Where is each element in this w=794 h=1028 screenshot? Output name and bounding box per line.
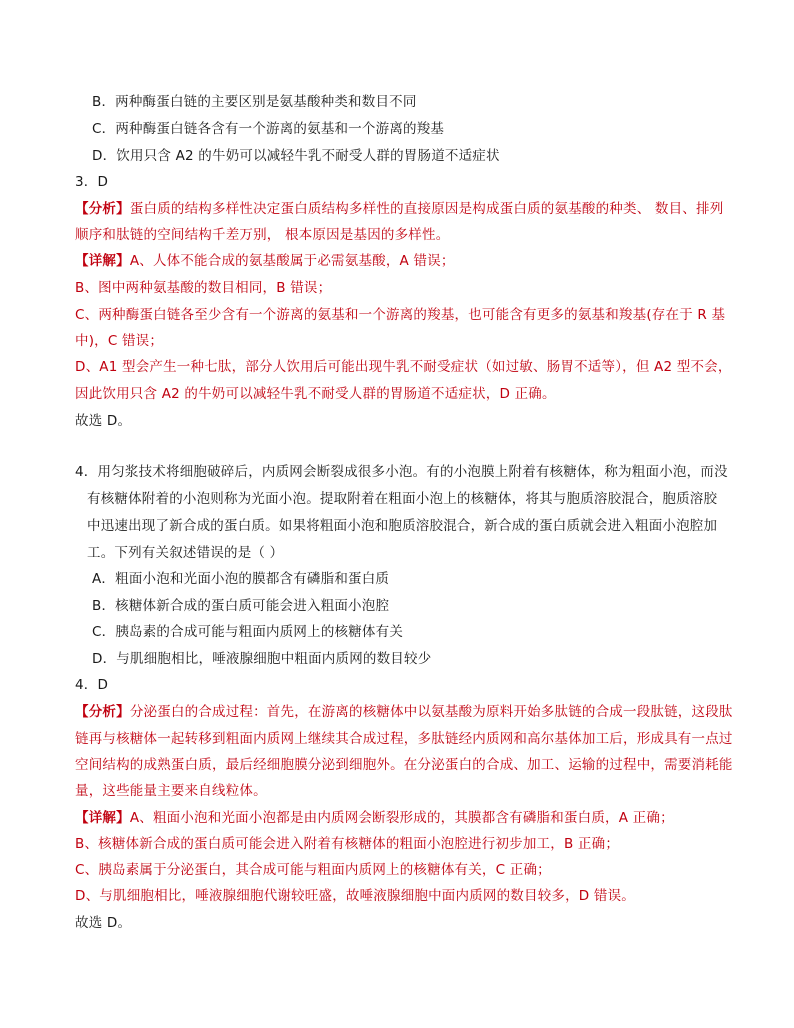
- q4-analysis-line-4: 量，这些能量主要来自线粒体。: [75, 783, 267, 799]
- q3-analysis-tag: 【分析】: [75, 201, 130, 217]
- q3-detail-text-1: A、人体不能合成的氨基酸属于必需氨基酸，A 错误；: [129, 253, 455, 269]
- q4-detail-line-2: B、核糖体新合成的蛋白质可能会进入附着有核糖体的粗面小泡腔进行初步加工，B 正确；: [75, 836, 620, 852]
- q3-conclusion: 故选 D。: [75, 413, 132, 429]
- q4-conclusion: 故选 D。: [75, 915, 132, 931]
- q4-analysis-line-3: 空间结构的成熟蛋白质，最后经细胞膜分泌到细胞外。在分泌蛋白的合成、加工、运输的过程中，需要消耗能: [75, 757, 733, 773]
- q3-option-c: C．两种酶蛋白链各含有一个游离的氨基和一个游离的羧基: [92, 121, 445, 137]
- q3-detail-line-6: 因此饮用只含 A2 的牛奶可以减轻牛乳不耐受人群的胃肠道不适症状，D 正确。: [75, 386, 556, 402]
- q3-detail-line-2: B、图中两种氨基酸的数目相同，B 错误；: [75, 280, 332, 296]
- q3-detail-line-3: C、两种酶蛋白链各至少含有一个游离的氨基和一个游离的羧基，也可能含有更多的氨基和羧基(存在于 R 基: [75, 307, 726, 323]
- q3-detail-tag: 【详解】: [75, 253, 130, 269]
- q4-detail-text-1: A、粗面小泡和光面小泡都是由内质网会断裂形成的，其膜都含有磷脂和蛋白质，A 正确；: [129, 810, 674, 826]
- q4-stem-line-4: 工。下列有关叙述错误的是（ ）: [87, 545, 284, 561]
- q4-detail-line-4: D、与肌细胞相比，唾液腺细胞代谢较旺盛，故唾液腺细胞中面内质网的数目较多，D 错误。: [75, 888, 635, 904]
- q3-detail-line-1: [75, 251, 455, 271]
- q3-analysis-line-1: [75, 199, 723, 219]
- q3-analysis-text-1: 蛋白质的结构多样性决定蛋白质结构多样性的直接原因是构成蛋白质的氨基酸的种类、 数目、排列: [129, 201, 724, 217]
- q3-answer: 3．D: [75, 174, 109, 190]
- q4-option-b: B．核糖体新合成的蛋白质可能会进入粗面小泡腔: [92, 598, 390, 614]
- q4-analysis-text-1: 分泌蛋白的合成过程：首先，在游离的核糖体中以氨基酸为原料开始多肽链的合成一段肽链，这段肽: [129, 704, 733, 720]
- q4-option-c: C．胰岛素的合成可能与粗面内质网上的核糖体有关: [92, 624, 404, 640]
- q3-option-b: B．两种酶蛋白链的主要区别是氨基酸种类和数目不同: [92, 94, 417, 110]
- q4-stem-line-2: 有核糖体附着的小泡则称为光面小泡。提取附着在粗面小泡上的核糖体，将其与胞质溶胶混合，胞质溶胶: [87, 491, 718, 507]
- q3-detail-line-4: 中)，C 错误；: [75, 333, 164, 349]
- q4-stem-line-3: 中迅速出现了新合成的蛋白质。如果将粗面小泡和胞质溶胶混合，新合成的蛋白质就会进入粗面小泡腔加: [87, 518, 718, 534]
- q4-detail-line-1: [75, 808, 674, 828]
- q3-analysis-line-2: 顺序和肽链的空间结构千差万别， 根本原因是基因的多样性。: [75, 227, 450, 243]
- q4-stem-line-1: 4．用匀浆技术将细胞破碎后，内质网会断裂成很多小泡。有的小泡膜上附着有核糖体，称为粗面小泡，而没: [75, 464, 728, 480]
- q4-detail-tag: 【详解】: [75, 810, 130, 826]
- q4-detail-line-3: C、胰岛素属于分泌蛋白，其合成可能与粗面内质网上的核糖体有关，C 正确；: [75, 862, 551, 878]
- q3-detail-line-5: D、A1 型会产生一种七肽，部分人饮用后可能出现牛乳不耐受症状（如过敏、肠胃不适等），但 A2 型不会，: [75, 359, 732, 375]
- q4-answer: 4．D: [75, 677, 109, 693]
- q3-option-d: D．饮用只含 A2 的牛奶可以减轻牛乳不耐受人群的胃肠道不适症状: [92, 148, 500, 164]
- q4-analysis-line-2: 链再与核糖体一起转移到粗面内质网上继续其合成过程，多肽链经内质网和高尔基体加工后，形成具有一点过: [75, 731, 733, 747]
- q4-option-d: D．与肌细胞相比，唾液腺细胞中粗面内质网的数目较少: [92, 651, 432, 667]
- q4-option-a: A．粗面小泡和光面小泡的膜都含有磷脂和蛋白质: [92, 571, 390, 587]
- q4-analysis-line-1: [75, 702, 733, 722]
- q4-analysis-tag: 【分析】: [75, 704, 130, 720]
